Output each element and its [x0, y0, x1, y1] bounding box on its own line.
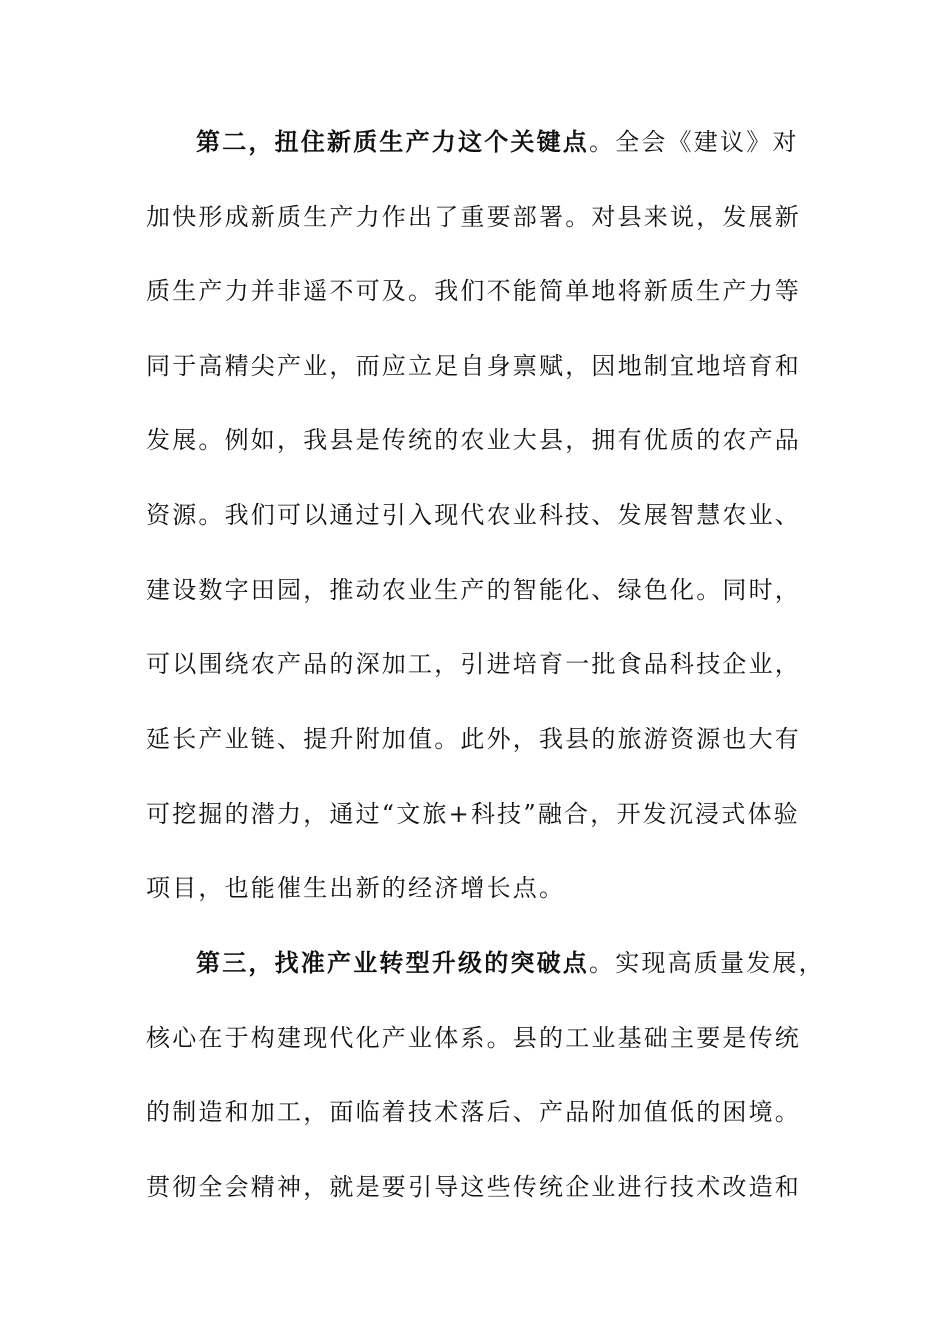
paragraph-line: 可以围绕农产品的深加工，引进培育一批食品科技企业， — [146, 650, 801, 678]
paragraph-line: 项目，也能催生出新的经济增长点。 — [146, 874, 566, 902]
paragraph-line: 建设数字田园，推动农业生产的智能化、绿色化。同时， — [146, 576, 801, 604]
paragraph-line: 可挖掘的潜力，通过“文旅+科技”融合，开发沉浸式体验 — [146, 800, 800, 828]
paragraph-line: 核心在于构建现代化产业体系。县的工业基础主要是传统 — [146, 1024, 801, 1052]
paragraph-line: 延长产业链、提升附加值。此外，我县的旅游资源也大有 — [146, 725, 801, 753]
paragraph-line: 的制造和加工，面临着技术落后、产品附加值低的困境。 — [146, 1098, 801, 1126]
paragraph-text: 。实现高质量发展， — [589, 949, 825, 977]
paragraph-line: 同于高精尖产业，而应立足自身禀赋，因地制宜地培育和 — [146, 352, 801, 380]
paragraph-heading: 第三，找准产业转型升级的突破点 — [196, 948, 589, 977]
paragraph-line: 贯彻全会精神，就是要引导这些传统企业进行技术改造和 — [146, 1173, 801, 1201]
paragraph-line — [196, 125, 856, 159]
paragraph-line: 加快形成新质生产力作出了重要部署。对县来说，发展新 — [146, 203, 801, 231]
paragraph-line — [196, 946, 856, 980]
paragraph-text: 。全会《建议》对 — [589, 128, 799, 156]
paragraph-heading: 第二，扭住新质生产力这个关键点 — [196, 127, 589, 156]
paragraph-line: 资源。我们可以通过引入现代农业科技、发展智慧农业、 — [146, 501, 801, 529]
paragraph-line: 质生产力并非遥不可及。我们不能简单地将新质生产力等 — [146, 277, 801, 305]
paragraph-line: 发展。例如，我县是传统的农业大县，拥有优质的农产品 — [146, 426, 801, 454]
